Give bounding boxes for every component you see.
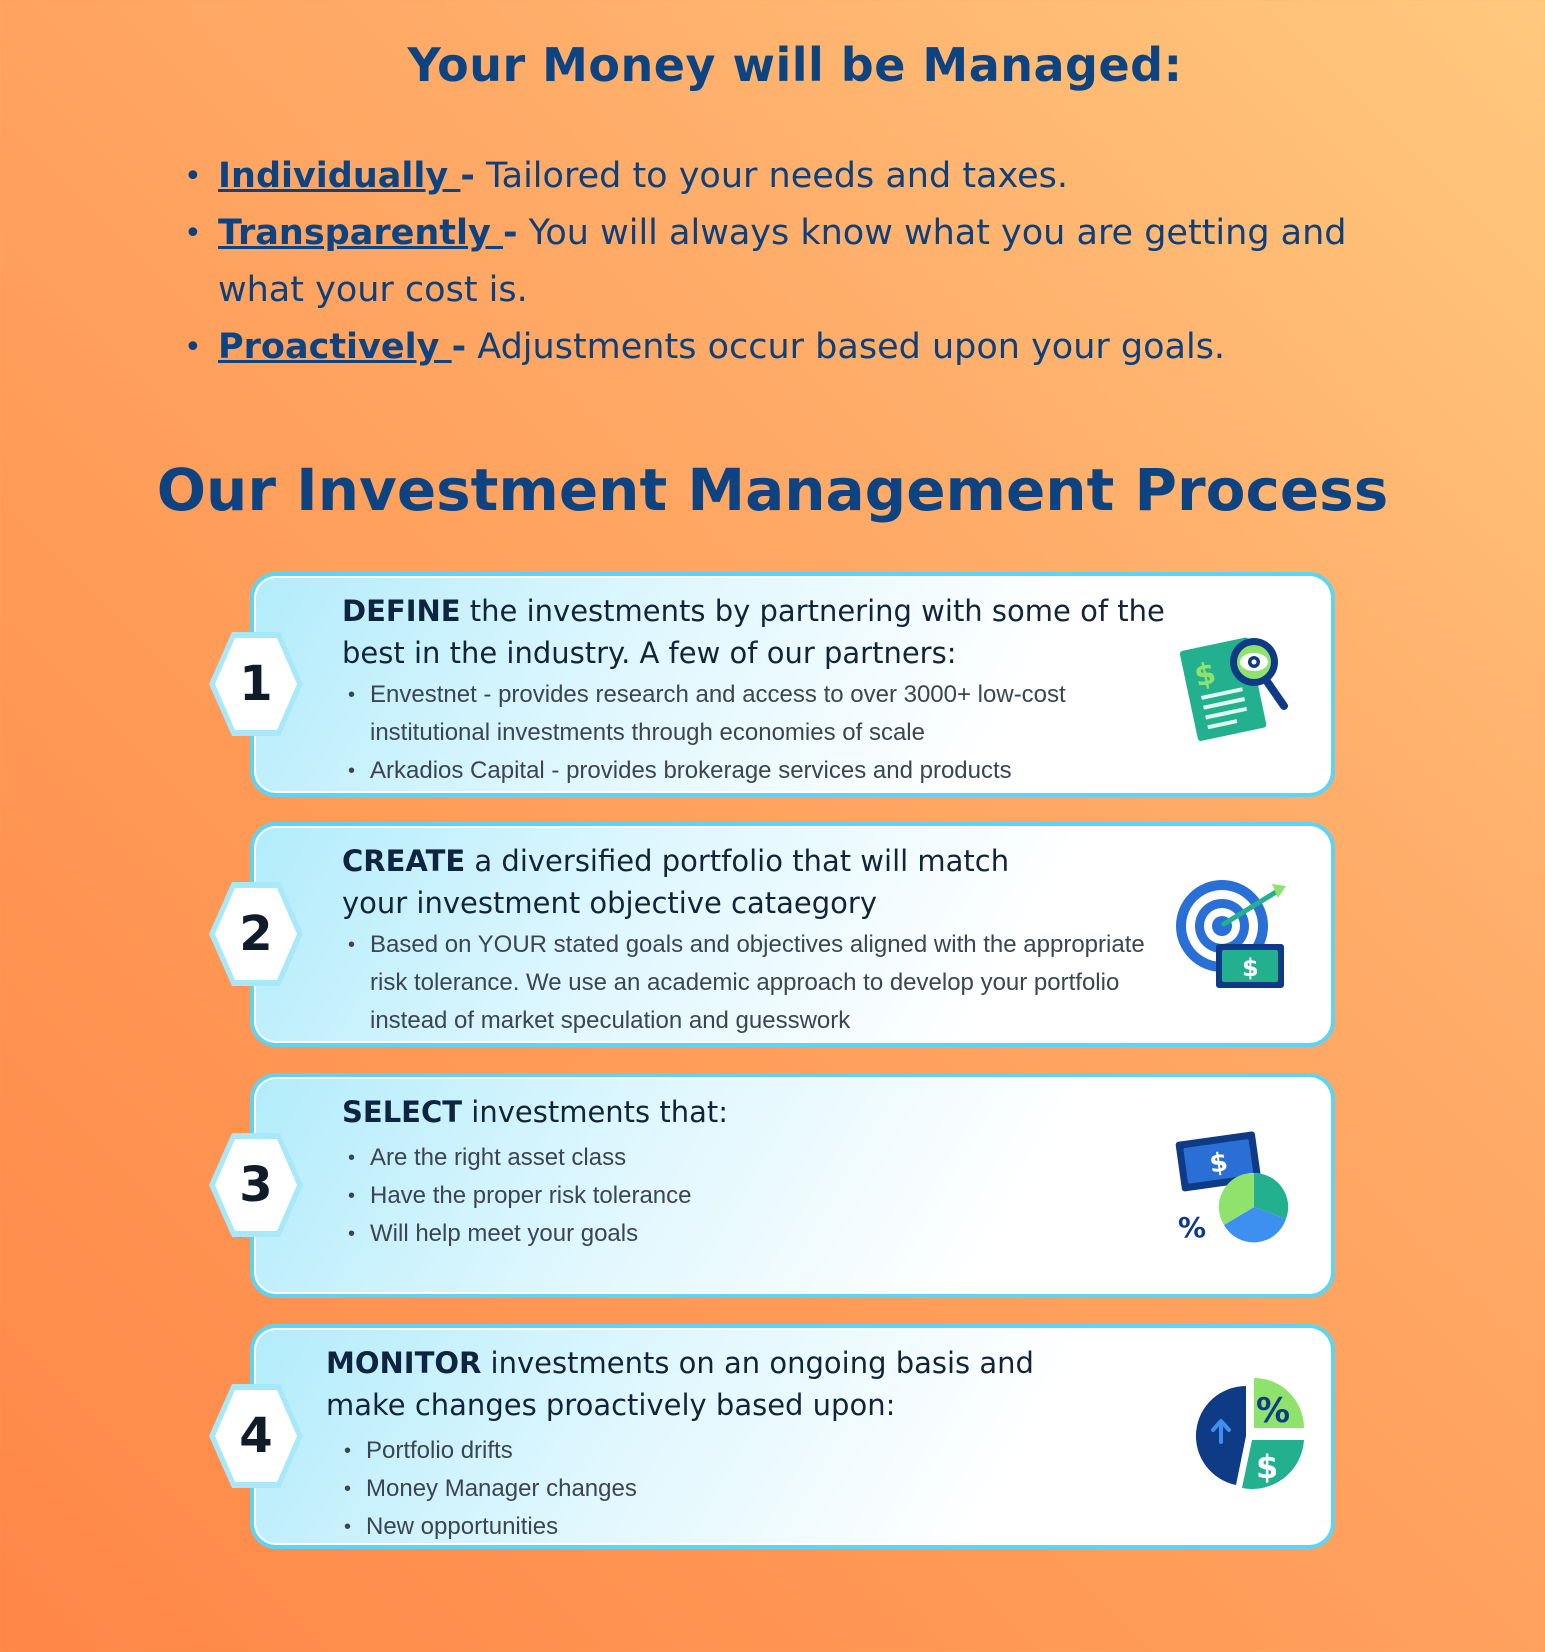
managed-dash: -: [460, 156, 475, 196]
step-lead: [326, 1342, 1086, 1426]
step-bullet: • Portfolio drifts: [338, 1432, 1166, 1470]
step-number: 4: [239, 1408, 273, 1464]
step-bullet: • Money Manager changes: [338, 1470, 1166, 1508]
managed-dash: -: [451, 327, 467, 367]
step-lead-text: the investments by partnering with some of the best in the industry. A few of our partners:: [342, 594, 1165, 670]
step-number-badge-1: [208, 630, 304, 738]
managed-text: Tailored to your needs and taxes.: [474, 156, 1069, 196]
managed-item-proactively: [180, 319, 1380, 376]
step-content: [342, 840, 1182, 1040]
step-bullets: [342, 1139, 1182, 1253]
step-verb: SELECT: [342, 1095, 463, 1129]
svg-text:$: $: [1242, 954, 1259, 982]
step-number: 1: [239, 656, 273, 712]
svg-text:$: $: [1256, 1448, 1279, 1486]
managed-item-individually: [180, 148, 1380, 205]
step-lead: [342, 840, 1062, 924]
step-bullet: • Will help meet your goals: [342, 1215, 1182, 1253]
process-step-card-1: [239, 572, 1335, 797]
managed-keyword: Transparently: [218, 213, 503, 253]
step-bullet: • Arkadios Capital - provides brokerage services and products: [342, 752, 1182, 790]
step-number-badge-4: [208, 1382, 304, 1490]
step-lead: [342, 590, 1182, 674]
step-number-badge-3: [208, 1131, 304, 1239]
step-number-badge-2: [208, 880, 304, 988]
managed-text: Adjustments occur based upon your goals.: [466, 327, 1226, 367]
managed-item-transparently: [180, 205, 1380, 319]
step-verb: MONITOR: [326, 1346, 482, 1380]
managed-title: Your Money will be Managed:: [407, 38, 1183, 92]
step-bullets: [342, 926, 1182, 1040]
process-step-card-2: [239, 822, 1335, 1047]
document-magnifier-icon: [1174, 628, 1294, 748]
step-bullet: • Are the right asset class: [342, 1139, 1182, 1177]
managed-list: [180, 148, 1380, 376]
svg-text:$: $: [1191, 655, 1220, 695]
step-verb: CREATE: [342, 844, 466, 878]
step-lead-text: a diversified portfolio that will match your investment objective cataegory: [342, 844, 1010, 920]
step-lead: [342, 1091, 1182, 1133]
step-content: [326, 1342, 1166, 1546]
managed-keyword: Proactively: [218, 327, 452, 367]
svg-text:%: %: [1256, 1391, 1291, 1431]
process-step-card-4: [239, 1324, 1335, 1549]
step-bullet: • Have the proper risk tolerance: [342, 1177, 1182, 1215]
svg-text:%: %: [1178, 1211, 1207, 1244]
step-verb: DEFINE: [342, 594, 461, 628]
step-bullets: [338, 1432, 1166, 1546]
step-bullet: • Envestnet - provides research and access to over 3000+ low-cost institutional investments through economies of scale: [342, 676, 1182, 752]
step-bullet: • Based on YOUR stated goals and objectives aligned with the appropriate risk tolerance. We use an academic approach to develop your portfolio instead of market speculation and guesswork: [342, 926, 1182, 1040]
step-lead-text: investments that:: [462, 1095, 729, 1129]
step-number: 2: [239, 906, 273, 962]
step-content: [342, 590, 1182, 790]
money-pie-chart-icon: [1174, 1129, 1294, 1249]
managed-dash: -: [502, 213, 518, 253]
step-bullets: [342, 676, 1182, 790]
step-content: [342, 1091, 1182, 1253]
target-money-icon: [1174, 878, 1294, 998]
process-step-card-3: [239, 1073, 1335, 1298]
step-lead-text: investments on an ongoing basis and make changes proactively based upon:: [326, 1346, 1034, 1422]
managed-keyword: Individually: [218, 156, 461, 196]
step-bullet: • New opportunities: [338, 1508, 1166, 1546]
pie-chart-percent-icon: [1194, 1378, 1314, 1498]
managed-text: You will always know what you are getting and what your cost is.: [218, 213, 1347, 310]
step-number: 3: [239, 1157, 273, 1213]
process-title: Our Investment Management Process: [156, 456, 1389, 524]
svg-text:$: $: [1207, 1147, 1230, 1180]
